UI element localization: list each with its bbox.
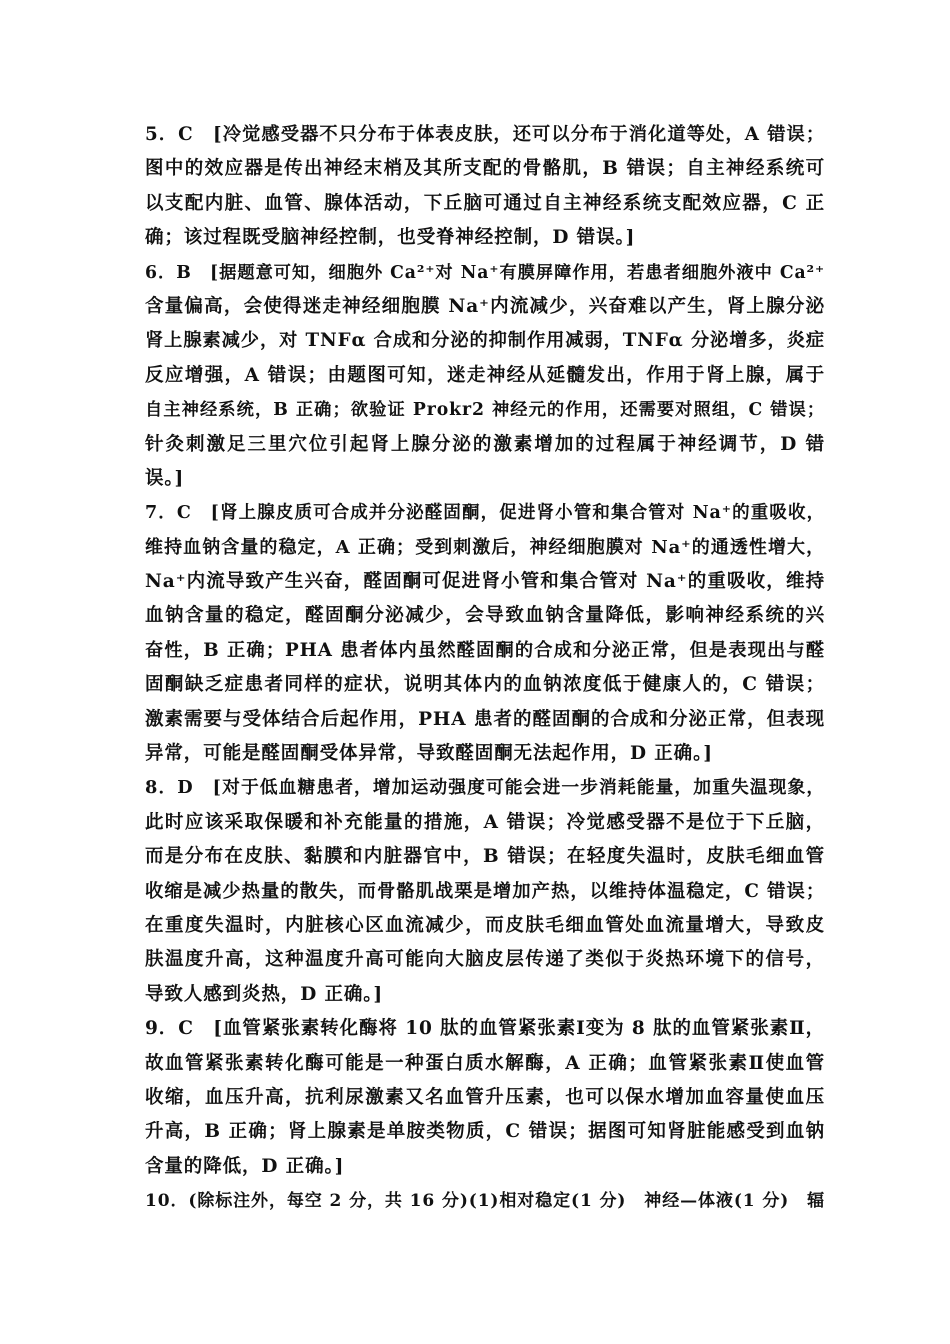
- text-line: 维持血钠含量的稳定，A 正确；受到刺激后，神经细胞膜对 Na⁺的通透性增大，: [145, 536, 825, 558]
- text-line: 导致人感到炎热，D 正确。]: [145, 983, 384, 1005]
- text-line: 激素需要与受体结合后起作用，PHA 患者的醛固酮的合成和分泌正常，但表现: [145, 708, 825, 730]
- text-line: 6．B [据题意可知，细胞外 Ca²⁺对 Na⁺有膜屏障作用，若患者细胞外液中 Ca²⁺: [145, 262, 825, 283]
- answer-9: [145, 1012, 825, 1184]
- text-line: 针灸刺激足三里穴位引起肾上腺分泌的激素增加的过程属于神经调节，D 错: [145, 433, 825, 455]
- answer-6: [145, 256, 825, 497]
- text-line: 8．D [对于低血糖患者，增加运动强度可能会进一步消耗能量，加重失温现象，: [145, 777, 825, 799]
- answer-page: [145, 118, 825, 1219]
- text-line: 此时应该采取保暖和补充能量的措施，A 错误；冷觉感受器不是位于下丘脑，: [145, 811, 825, 833]
- text-line: 5．C [冷觉感受器不只分布于体表皮肤，还可以分布于消化道等处，A 错误；: [145, 124, 825, 145]
- text-line: 异常，可能是醛固酮受体异常，导致醛固酮无法起作用，D 正确。]: [145, 743, 713, 765]
- text-line: 含量偏高，会使得迷走神经细胞膜 Na⁺内流减少，兴奋难以产生，肾上腺分泌: [145, 295, 825, 317]
- text-line: 反应增强，A 错误；由题图可知，迷走神经从延髓发出，作用于肾上腺，属于: [145, 364, 825, 386]
- text-line: 而是分布在皮肤、黏膜和内脏器官中，B 错误；在轻度失温时，皮肤毛细血管: [145, 846, 825, 868]
- text-line: 在重度失温时，内脏核心区血流减少，而皮肤毛细血管处血流量增大，导致皮: [145, 914, 825, 936]
- text-line: 以支配内脏、血管、腺体活动，下丘脑可通过自主神经系统支配效应器，C 正: [145, 192, 825, 214]
- text-line: 肤温度升高，这种温度升高可能向大脑皮层传递了类似于炎热环境下的信号，: [145, 949, 825, 971]
- text-line: 奋性，B 正确；PHA 患者体内虽然醛固酮的合成和分泌正常，但是表现出与醛: [145, 639, 825, 661]
- text-line: 含量的降低，D 正确。]: [145, 1155, 345, 1177]
- answer-5: [145, 118, 825, 256]
- text-line: 升高，B 正确；肾上腺素是单胺类物质，C 错误；据图可知肾脏能感受到血钠: [145, 1121, 825, 1143]
- text-line: 确；该过程既受脑神经控制，也受脊神经控制，D 错误。]: [145, 227, 636, 249]
- text-line: 10．(除标注外，每空 2 分，共 16 分)(1)相对稳定(1 分) 神经—体液(1 分) 辐: [145, 1191, 825, 1212]
- text-line: 血钠含量的稳定，醛固酮分泌减少，会导致血钠含量降低，影响神经系统的兴: [145, 605, 825, 627]
- text-line: 图中的效应器是传出神经末梢及其所支配的骨骼肌，B 错误；自主神经系统可: [145, 158, 825, 180]
- answer-10: [145, 1184, 825, 1218]
- text-line: 自主神经系统，B 正确；欲验证 Prokr2 神经元的作用，还需要对照组，C 错误；: [145, 400, 825, 421]
- text-line: 肾上腺素减少，对 TNFα 合成和分泌的抑制作用减弱，TNFα 分泌增多，炎症: [145, 330, 825, 352]
- text-line: Na⁺内流导致产生兴奋，醛固酮可促进肾小管和集合管对 Na⁺的重吸收，维持: [145, 571, 825, 593]
- text-line: 故血管紧张素转化酶可能是一种蛋白质水解酶，A 正确；血管紧张素Ⅱ使血管: [145, 1052, 825, 1074]
- text-line: 固酮缺乏症患者同样的症状，说明其体内的血钠浓度低于健康人的，C 错误；: [145, 674, 825, 696]
- text-line: 收缩是减少热量的散失，而骨骼肌战栗是增加产热，以维持体温稳定，C 错误；: [145, 880, 825, 902]
- text-line: 误。]: [145, 467, 185, 489]
- text-line: 7．C [肾上腺皮质可合成并分泌醛固酮，促进肾小管和集合管对 Na⁺的重吸收，: [145, 503, 825, 524]
- text-line: 9．C [血管紧张素转化酶将 10 肽的血管紧张素Ⅰ变为 8 肽的血管紧张素Ⅱ，: [145, 1018, 825, 1040]
- answer-7: [145, 496, 825, 771]
- text-line: 收缩，血压升高，抗利尿激素又名血管升压素，也可以保水增加血容量使血压: [145, 1086, 825, 1108]
- answer-8: [145, 771, 825, 1012]
